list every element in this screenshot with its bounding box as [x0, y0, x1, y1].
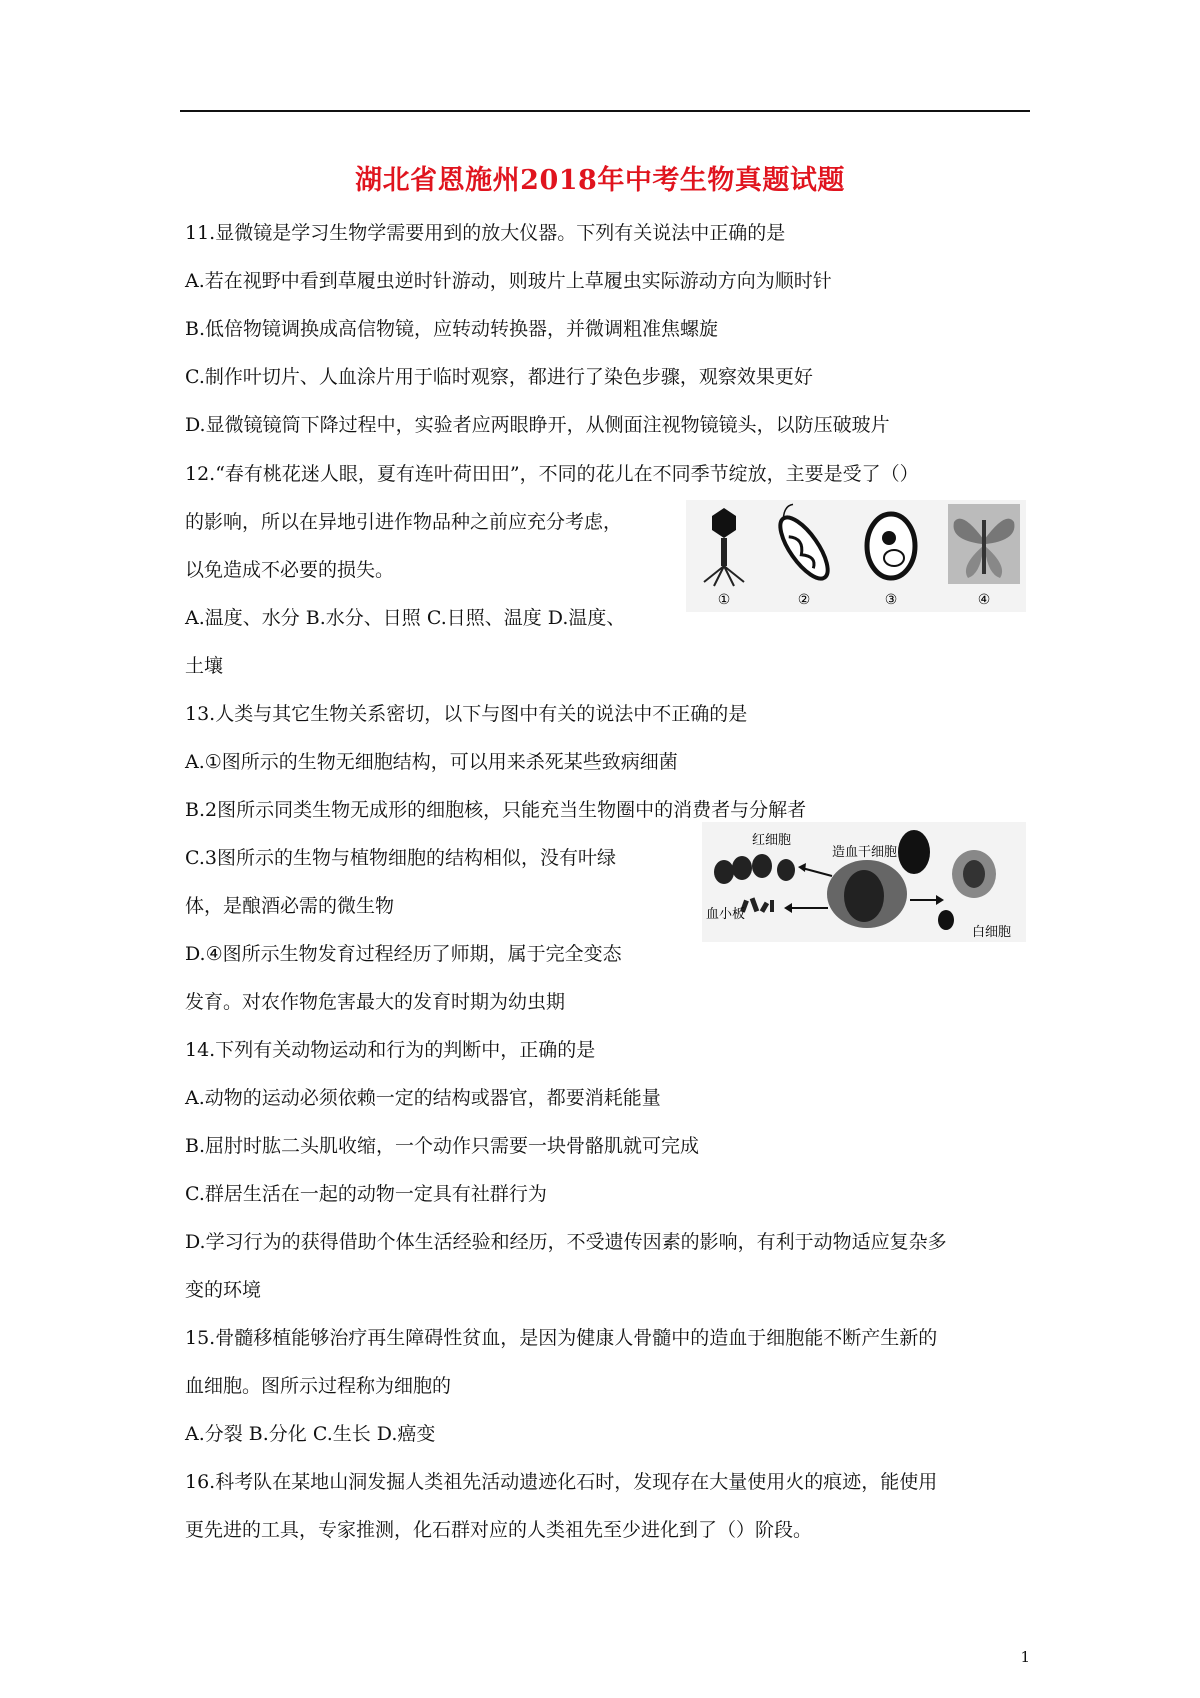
text-line: A.分裂 B.分化 C.生长 D.癌变 — [185, 1423, 436, 1445]
white-blood-cells-illustration — [898, 830, 996, 930]
text-line: D.学习行为的获得借助个体生活经验和经历，不受遗传因素的影响，有利于动物适应复杂多 — [185, 1231, 947, 1253]
text-line: D.显微镜镜筒下降过程中，实验者应两眼睁开，从侧面注视物镜镜头，以防压破玻片 — [185, 414, 890, 436]
text-line: B.低倍物镜调换成高信物镜，应转动转换器，并微调粗准焦螺旋 — [185, 318, 719, 340]
organisms-figure — [686, 500, 1026, 612]
platelets-illustration — [740, 897, 774, 912]
text-line: A.动物的运动必须依赖一定的结构或器官，都要消耗能量 — [185, 1087, 661, 1109]
label-stem-cell: 造血干细胞 — [832, 845, 898, 860]
stem-cell-illustration — [827, 860, 907, 928]
arrow-to-red-cells — [802, 868, 832, 876]
figure-label-4: ④ — [977, 592, 991, 608]
text-line: 土壤 — [185, 655, 224, 677]
figure-label-1: ① — [717, 592, 731, 608]
yeast-illustration — [867, 514, 915, 578]
text-line: 12.“春有桃花迷人眼，夏有连叶荷田田”，不同的花儿在不同季节绽放，主要是受了（） — [185, 463, 919, 485]
text-line: C.制作叶切片、人血涂片用于临时观察，都进行了染色步骤，观察效果更好 — [185, 366, 813, 388]
text-line: 13.人类与其它生物关系密切，以下与图中有关的说法中不正确的是 — [185, 703, 748, 725]
label-platelets: 血小板 — [706, 907, 746, 922]
red-blood-cells-illustration — [714, 854, 795, 884]
text-line: 14.下列有关动物运动和行为的判断中，正确的是 — [185, 1039, 596, 1061]
text-line: 的影响，所以在异地引进作物品种之前应充分考虑， — [185, 511, 623, 533]
text-line: 以免造成不必要的损失。 — [185, 559, 395, 581]
text-line: A.①图所示的生物无细胞结构，可以用来杀死某些致病细菌 — [185, 751, 678, 773]
arrowhead-white — [936, 895, 944, 905]
text-line: B.屈肘时肱二头肌收缩，一个动作只需要一块骨骼肌就可完成 — [185, 1135, 700, 1157]
text-line: C.3图所示的生物与植物细胞的结构相似，没有叶绿 — [185, 847, 616, 869]
text-line: C.群居生活在一起的动物一定具有社群行为 — [185, 1183, 547, 1205]
figure-label-2: ② — [797, 592, 811, 608]
arrowhead-red — [798, 863, 806, 872]
page-title: 湖北省恩施州2018年中考生物真题试题 — [355, 165, 845, 196]
butterfly-illustration — [948, 504, 1020, 584]
text-line: 更先进的工具，专家推测，化石群对应的人类祖先至少进化到了（）阶段。 — [185, 1519, 813, 1541]
page-number: 1 — [1020, 1648, 1030, 1666]
arrowhead-platelets — [784, 903, 792, 913]
bacteriophage-illustration — [704, 508, 744, 586]
bacterium-illustration — [768, 503, 838, 585]
label-white-cells: 白细胞 — [972, 925, 1012, 940]
text-line: A.若在视野中看到草履虫逆时针游动，则玻片上草履虫实际游动方向为顺时针 — [185, 270, 832, 292]
stem-cell-figure — [702, 822, 1026, 942]
header-rule — [180, 110, 1030, 112]
text-line: 11.显微镜是学习生物学需要用到的放大仪器。下列有关说法中正确的是 — [185, 222, 786, 244]
text-line: 16.科考队在某地山洞发掘人类祖先活动遗迹化石时，发现存在大量使用火的痕迹，能使用 — [185, 1471, 938, 1493]
label-red-cells: 红细胞 — [752, 833, 792, 848]
figure-label-3: ③ — [884, 592, 898, 608]
text-line: 血细胞。图所示过程称为细胞的 — [185, 1375, 452, 1397]
text-line: B.2图所示同类生物无成形的细胞核，只能充当生物圈中的消费者与分解者 — [185, 799, 807, 821]
text-line: A.温度、水分 B.水分、日照 C.日照、温度 D.温度、 — [185, 607, 626, 629]
stem-cell-figure-svg — [702, 822, 1026, 942]
text-line: 发育。对农作物危害最大的发育时期为幼虫期 — [185, 991, 566, 1013]
text-line: D.④图所示生物发育过程经历了师期，属于完全变态 — [185, 943, 622, 965]
text-line: 体，是酿酒必需的微生物 — [185, 895, 395, 917]
text-line: 15.骨髓移植能够治疗再生障碍性贫血，是因为健康人骨髓中的造血于细胞能不断产生新的 — [185, 1327, 938, 1349]
text-line: 变的环境 — [185, 1279, 262, 1301]
organisms-figure-svg — [686, 500, 1026, 612]
